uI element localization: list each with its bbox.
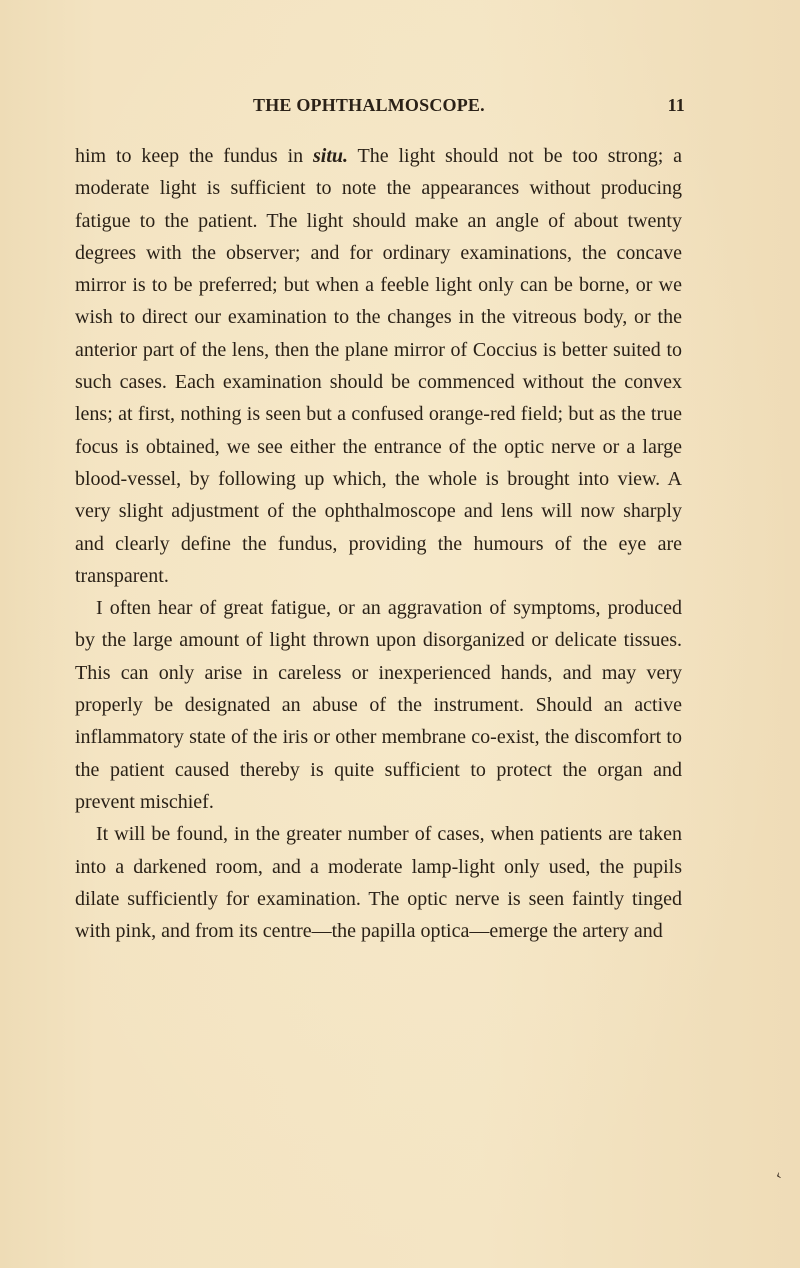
paragraph-1-lead: him to keep the fundus in (75, 145, 313, 167)
italic-term: situ. (312, 145, 349, 167)
page-number: 11 (667, 95, 685, 115)
paragraph (75, 140, 682, 592)
paragraph: It will be found, in the greater number of cases, when patients are taken into a darkened room, and a moderate lamp-light only used, the pupils dilate sufficiently for examination. The optic nerve is seen faintly tinged with pink, and from its centre—the papilla optica—emerge the artery and (75, 823, 682, 943)
body-text (75, 140, 682, 947)
margin-mark: ‹ (773, 1166, 784, 1184)
running-head: THE OPHTHALMOSCOPE. (253, 95, 485, 115)
paragraph-1-rest: The light should not be too strong; a moderate light is sufficient to note the appearances without producing fatigue to the patient. The light should make an angle of about twenty degrees with the observer; and for ordinary examinations, the concave mirror is to be preferred; but when a feeble light only can be borne, or we wish to direct our examination to the changes in the vitreous body, or the anterior part of the lens, then the plane mirror of Coccius is better suited to such cases. Each examination should be commenced without the convex lens; at first, nothing is seen but a confused orange-red field; but as the true focus is obtained, we see either the entrance of the optic nerve or a large blood-vessel, by following up which, the whole is brought into view. A very slight adjustment of the ophthalmoscope and lens will now sharply and clearly define the fundus, providing the humours of the eye are transparent. (75, 145, 683, 587)
page-header (253, 95, 685, 119)
paragraph: I often hear of great fatigue, or an aggravation of symptoms, produced by the large amount of light thrown upon disorganized or delicate tissues. This can only arise in careless or inexperienced hands, and may very properly be designated an abuse of the instrument. Should an active inflammatory state of the iris or other membrane co-exist, the discomfort to the patient caused thereby is quite sufficient to protect the organ and prevent mischief. (75, 597, 682, 813)
